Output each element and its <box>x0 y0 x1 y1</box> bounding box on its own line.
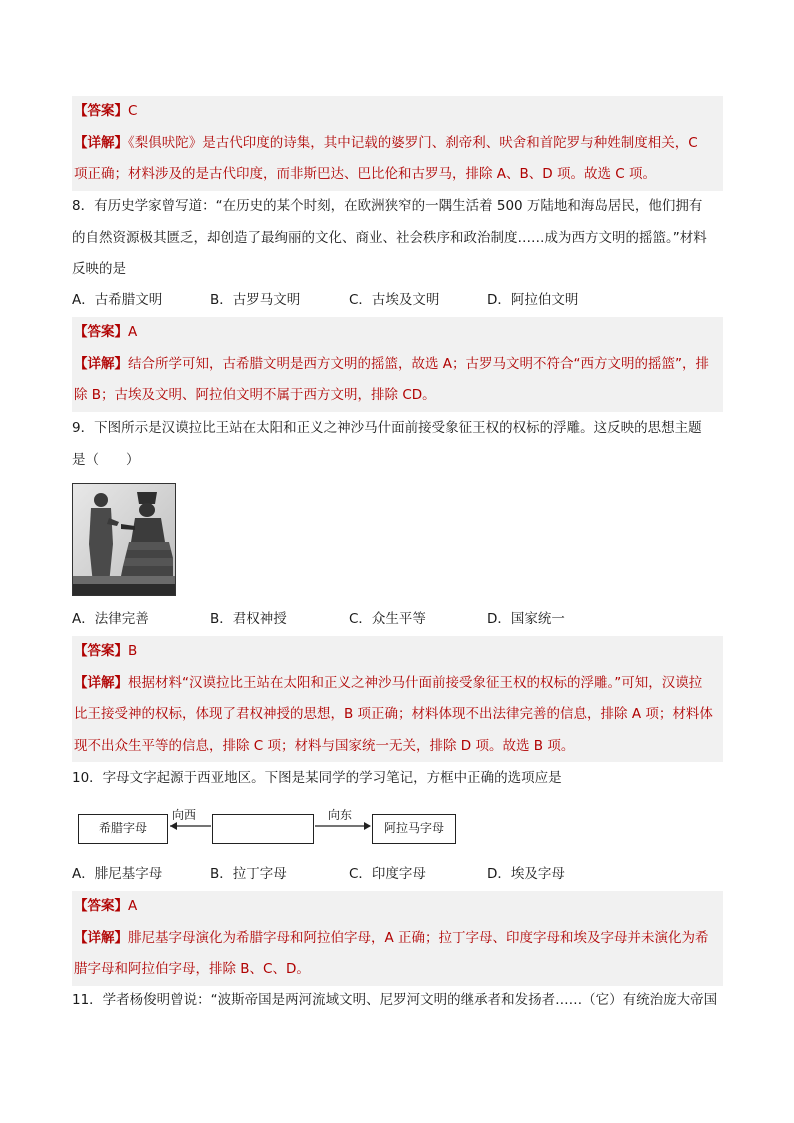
detail-tag: 【详解】 <box>74 674 128 691</box>
q10-detail-line-2: 腊字母和阿拉伯字母，排除 B、C、D。 <box>74 961 310 977</box>
q9-stem-line: 9．下图所示是汉谟拉比王站在太阳和正义之神沙马什面前接受象征王权的权标的浮雕。这反映的思想主题 <box>72 420 702 436</box>
q8-answer-line <box>74 317 723 349</box>
relief-picture <box>73 484 176 596</box>
detail-text: 《梨俱吠陀》是古代印度的诗集，其中记载的婆罗门、刹帝利、吠舍和首陀罗与种姓制度相关，C <box>128 134 698 151</box>
answer-tag: 【答案】 <box>74 898 128 914</box>
q10-option-c: C．印度字母 <box>349 866 426 882</box>
q10-answer-line <box>74 891 723 923</box>
q7-answer-block <box>72 96 723 191</box>
answer-tag: 【答案】 <box>74 103 128 119</box>
q9-detail-line-2: 比王接受神的权标，体现了君权神授的思想，B 项正确；材料体现不出法律完善的信息，排除 A 项；材料体 <box>74 706 713 722</box>
q8-detail-line-2: 除 B；古埃及文明、阿拉伯文明不属于西方文明，排除 CD。 <box>74 387 436 403</box>
q9-stem-line: 是（ ） <box>72 451 140 468</box>
q10-stem <box>72 763 723 795</box>
hammurabi-relief-image <box>72 483 176 596</box>
q11-stem <box>72 985 723 1017</box>
detail-tag: 【详解】 <box>74 929 128 946</box>
q9-answer-line <box>74 636 723 668</box>
west-arrow-label: 向西 <box>172 808 197 822</box>
q9-option-d: D．国家统一 <box>487 611 565 627</box>
q9-options <box>72 604 723 636</box>
answer-value: A <box>128 324 138 340</box>
left-arrow-icon <box>168 820 212 832</box>
q10-option-a: A．腓尼基字母 <box>72 866 163 882</box>
q8-stem <box>72 191 723 286</box>
detail-text: 腓尼基字母演化为希腊字母和阿拉伯字母，A 正确；拉丁字母、印度字母和埃及字母并未演化为希 <box>128 929 709 946</box>
greek-alphabet-box: 希腊字母 <box>78 814 168 844</box>
q7-answer-line <box>74 96 723 128</box>
detail-tag: 【详解】 <box>74 134 128 151</box>
q10-options <box>72 859 723 891</box>
q7-detail-line-1 <box>74 128 723 160</box>
q9-detail-line-1 <box>74 668 723 700</box>
q8-option-a: A．古希腊文明 <box>72 292 163 308</box>
q11-stem-line: 11．学者杨俊明曾说：“波斯帝国是两河流域文明、尼罗河文明的继承者和发扬者……（它）有统治庞大帝国 <box>72 992 718 1008</box>
q8-option-d: D．阿拉伯文明 <box>487 292 579 308</box>
q9-answer-block <box>72 636 723 762</box>
q10-stem-line: 10．字母文字起源于西亚地区。下图是某同学的学习笔记，方框中正确的选项应是 <box>72 770 562 786</box>
q8-stem-line: 反映的是 <box>72 261 126 277</box>
answer-value: B <box>128 643 138 659</box>
detail-tag: 【详解】 <box>74 355 128 372</box>
detail-text: 根据材料“汉谟拉比王站在太阳和正义之神沙马什面前接受象征王权的权标的浮雕。”可知，汉谟拉 <box>128 674 703 691</box>
q8-options <box>72 285 723 317</box>
q9-option-a: A．法律完善 <box>72 611 149 627</box>
q7-detail-line-2: 项正确；材料涉及的是古代印度，而非斯巴达、巴比伦和古罗马，排除 A、B、D 项。故选 C 项。 <box>74 166 656 182</box>
q9-option-b: B．君权神授 <box>210 611 287 627</box>
east-arrow-label: 向东 <box>328 808 353 822</box>
answer-value: C <box>128 103 138 119</box>
q10-detail-line-1 <box>74 923 723 955</box>
q9-stem <box>72 413 723 476</box>
q8-option-b: B．古罗马文明 <box>210 292 301 308</box>
q8-answer-block <box>72 317 723 412</box>
q8-option-c: C．古埃及文明 <box>349 292 440 308</box>
detail-text: 结合所学可知，古希腊文明是西方文明的摇篮，故选 A；古罗马文明不符合“西方文明的摇篮”，排 <box>128 355 710 372</box>
q9-option-c: C．众生平等 <box>349 611 426 627</box>
q9-detail-line-3: 现不出众生平等的信息，排除 C 项；材料与国家统一无关，排除 D 项。故选 B 项。 <box>74 737 575 754</box>
answer-value: A <box>128 898 138 914</box>
q10-option-b: B．拉丁字母 <box>210 866 287 882</box>
alphabet-flow-diagram <box>72 806 462 850</box>
q8-stem-line: 8．有历史学家曾写道：“在历史的某个时刻，在欧洲狭窄的一隅生活着 500 万陆地和海岛居民，他们拥有 <box>72 198 703 214</box>
answer-tag: 【答案】 <box>74 324 128 340</box>
q10-answer-block <box>72 891 723 986</box>
blank-answer-box <box>212 814 314 844</box>
aramaic-alphabet-box: 阿拉马字母 <box>372 814 456 844</box>
q8-detail-line-1 <box>74 349 723 381</box>
right-arrow-icon <box>314 820 372 832</box>
answer-tag: 【答案】 <box>74 643 128 659</box>
q8-stem-line: 的自然资源极其匮乏，却创造了最绚丽的文化、商业、社会秩序和政治制度……成为西方文明的摇篮。”材料 <box>72 229 707 246</box>
q10-option-d: D．埃及字母 <box>487 866 565 882</box>
